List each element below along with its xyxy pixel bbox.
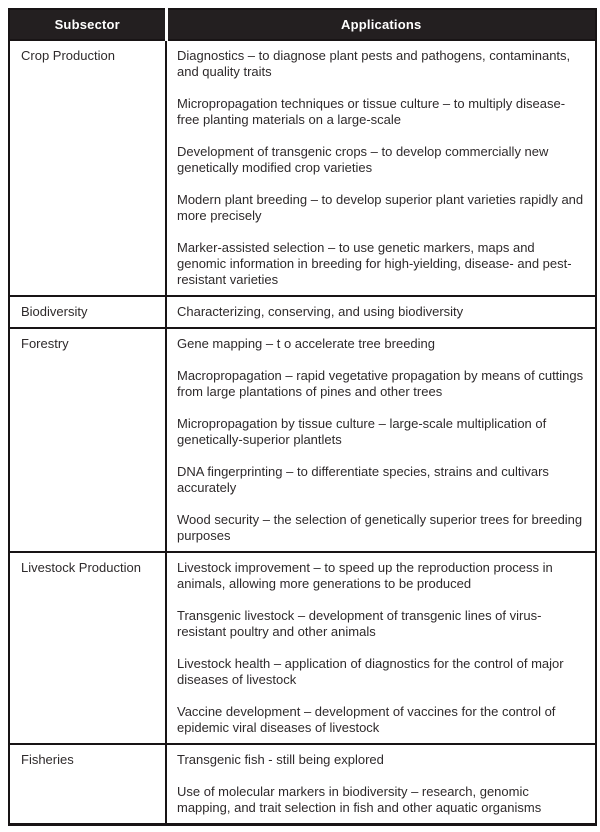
application-paragraph: Modern plant breeding – to develop superior plant varieties rapidly and more precisely xyxy=(177,192,584,223)
applications-cell xyxy=(166,744,596,825)
application-paragraph: Livestock health – application of diagnostics for the control of major diseases of livestock xyxy=(177,656,564,687)
subsector-cell: Fisheries xyxy=(9,744,166,825)
application-paragraph: Diagnostics – to diagnose plant pests and pathogens, contaminants, and quality traits xyxy=(177,48,571,79)
applications-cell xyxy=(166,552,596,744)
applications-cell xyxy=(166,40,596,296)
application-paragraph: Use of molecular markers in biodiversity – research, genomic mapping, and trait selection in fish and other aquatic organisms xyxy=(177,784,542,815)
table-row-biodiversity xyxy=(9,296,596,328)
application-paragraph: Transgenic livestock – development of transgenic lines of virus-resistant poultry and other animals xyxy=(177,608,542,639)
header-cell-applications: Applications xyxy=(166,9,596,40)
table-row-livestock-production xyxy=(9,552,596,744)
application-paragraph: Gene mapping – t o accelerate tree breeding xyxy=(177,336,436,351)
application-paragraph: Micropropagation by tissue culture – large-scale multiplication of genetically-superior plantlets xyxy=(177,416,547,447)
application-paragraph: Livestock improvement – to speed up the reproduction process in animals, allowing more generations to be produced xyxy=(177,560,553,591)
header-cell-subsector: Subsector xyxy=(9,9,166,40)
application-paragraph: DNA fingerprinting – to differentiate species, strains and cultivars accurately xyxy=(177,464,549,495)
application-paragraph: Macropropagation – rapid vegetative propagation by means of cuttings from large plantations of pines and other trees xyxy=(177,368,584,399)
application-paragraph: Development of transgenic crops – to develop commercially new genetically modified crop varieties xyxy=(177,144,549,175)
application-paragraph: Vaccine development – development of vaccines for the control of epidemic viral diseases of livestock xyxy=(177,704,556,735)
table-row-crop-production xyxy=(9,40,596,296)
application-paragraph: Wood security – the selection of genetically superior trees for breeding purposes xyxy=(177,512,583,543)
table-row-fisheries xyxy=(9,744,596,825)
subsector-cell: Biodiversity xyxy=(9,296,166,328)
table-row-forestry xyxy=(9,328,596,552)
application-paragraph: Transgenic fish - still being explored xyxy=(177,752,384,767)
applications-cell xyxy=(166,296,596,328)
subsector-cell: Forestry xyxy=(9,328,166,552)
table-header-row xyxy=(9,9,596,40)
applications-cell xyxy=(166,328,596,552)
application-paragraph: Marker-assisted selection – to use genetic markers, maps and genomic information in breeding for high-yielding, disease- and pest-resistant varieties xyxy=(177,240,572,287)
application-paragraph: Micropropagation techniques or tissue culture – to multiply disease-free planting materials on a large-scale xyxy=(177,96,566,127)
application-paragraph: Characterizing, conserving, and using biodiversity xyxy=(177,304,464,319)
subsector-applications-table xyxy=(8,8,597,826)
subsector-cell: Livestock Production xyxy=(9,552,166,744)
subsector-cell: Crop Production xyxy=(9,40,166,296)
